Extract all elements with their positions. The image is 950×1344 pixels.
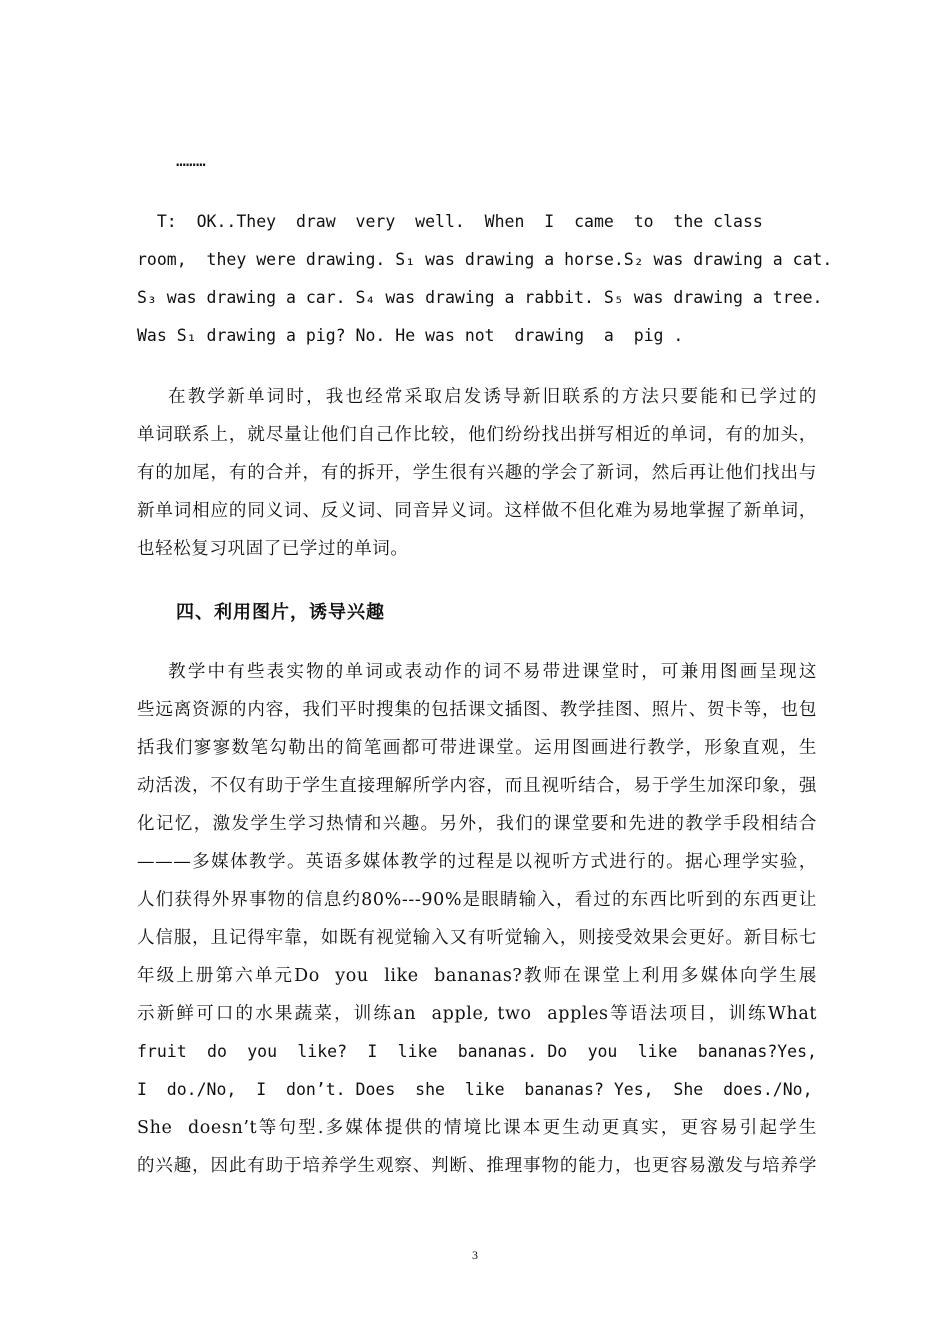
paragraph2-line-10: 示新鲜可口的水果蔬菜，训练an apple, two apples等语法项目，训练What bbox=[137, 1004, 817, 1024]
section-heading: 四、利用图片，诱导兴趣 bbox=[176, 602, 385, 623]
paragraph2-line-1: 教学中有些表实物的单词或表动作的词不易带进课堂时，可兼用图画呈现这 bbox=[137, 662, 817, 682]
paragraph2-line-6: ———多媒体教学。英语多媒体教学的过程是以视听方式进行的。据心理学实验， bbox=[137, 852, 817, 872]
paragraph1-line-1: 在教学新单词时，我也经常采取启发诱导新旧联系的方法只要能和已学过的 bbox=[137, 387, 817, 407]
paragraph2-line-5: 化记忆，激发学生学习热情和兴趣。另外，我们的课堂要和先进的教学手段相结合 bbox=[137, 814, 817, 834]
paragraph2-line-13: She doesn’t等句型.多媒体提供的情境比课本更生动更真实，更容易引起学生 bbox=[137, 1118, 817, 1138]
paragraph2-line-11: fruit do you like? I like bananas. Do you like bananas?Yes, bbox=[137, 1042, 817, 1061]
paragraph2-line-9: 年级上册第六单元Do you like bananas?教师在课堂上利用多媒体向学生展 bbox=[137, 966, 817, 986]
ellipsis-text: ……… bbox=[176, 151, 206, 170]
dialogue-line-3: S₃ was drawing a car. S₄ was drawing a rabbit. S₅ was drawing a tree. bbox=[137, 288, 823, 307]
paragraph1-line-4: 新单词相应的同义词、反义词、同音异义词。这样做不但化难为易地掌握了新单词， bbox=[137, 501, 817, 521]
paragraph2-line-7: 人们获得外界事物的信息约80%---90%是眼睛输入，看过的东西比听到的东西更让 bbox=[137, 890, 817, 910]
paragraph2-line-3: 括我们寥寥数笔勾勒出的简笔画都可带进课堂。运用图画进行教学，形象直观，生 bbox=[137, 738, 817, 758]
paragraph2-line-2: 些远离资源的内容，我们平时搜集的包括课文插图、教学挂图、照片、贺卡等，也包 bbox=[137, 700, 817, 720]
paragraph2-line-12: I do./No, I don’t. Does she like bananas? Yes, She does./No, bbox=[137, 1080, 813, 1099]
dialogue-line-2: room, they were drawing. S₁ was drawing a horse.S₂ was drawing a cat. bbox=[137, 250, 833, 269]
dialogue-line-1: T: OK..They draw very well. When I came to the class bbox=[137, 212, 763, 231]
paragraph1-line-3: 有的加尾，有的合并，有的拆开，学生很有兴趣的学会了新词，然后再让他们找出与 bbox=[137, 463, 817, 483]
paragraph1-line-2: 单词联系上，就尽量让他们自己作比较，他们纷纷找出拼写相近的单词，有的加头， bbox=[137, 425, 817, 445]
page-number: 3 bbox=[472, 1248, 478, 1262]
paragraph1-line-5: 也轻松复习巩固了已学过的单词。 bbox=[137, 539, 409, 559]
paragraph2-line-8: 人信服，且记得牢靠，如既有视觉输入又有听觉输入，则接受效果会更好。新目标七 bbox=[137, 928, 817, 948]
dialogue-line-4: Was S₁ drawing a pig? No. He was not drawing a pig . bbox=[137, 326, 684, 345]
paragraph2-line-4: 动活泼，不仅有助于学生直接理解所学内容，而且视听结合，易于学生加深印象，强 bbox=[137, 776, 817, 796]
paragraph2-line-14: 的兴趣，因此有助于培养学生观察、判断、推理事物的能力，也更容易激发与培养学 bbox=[137, 1156, 817, 1176]
